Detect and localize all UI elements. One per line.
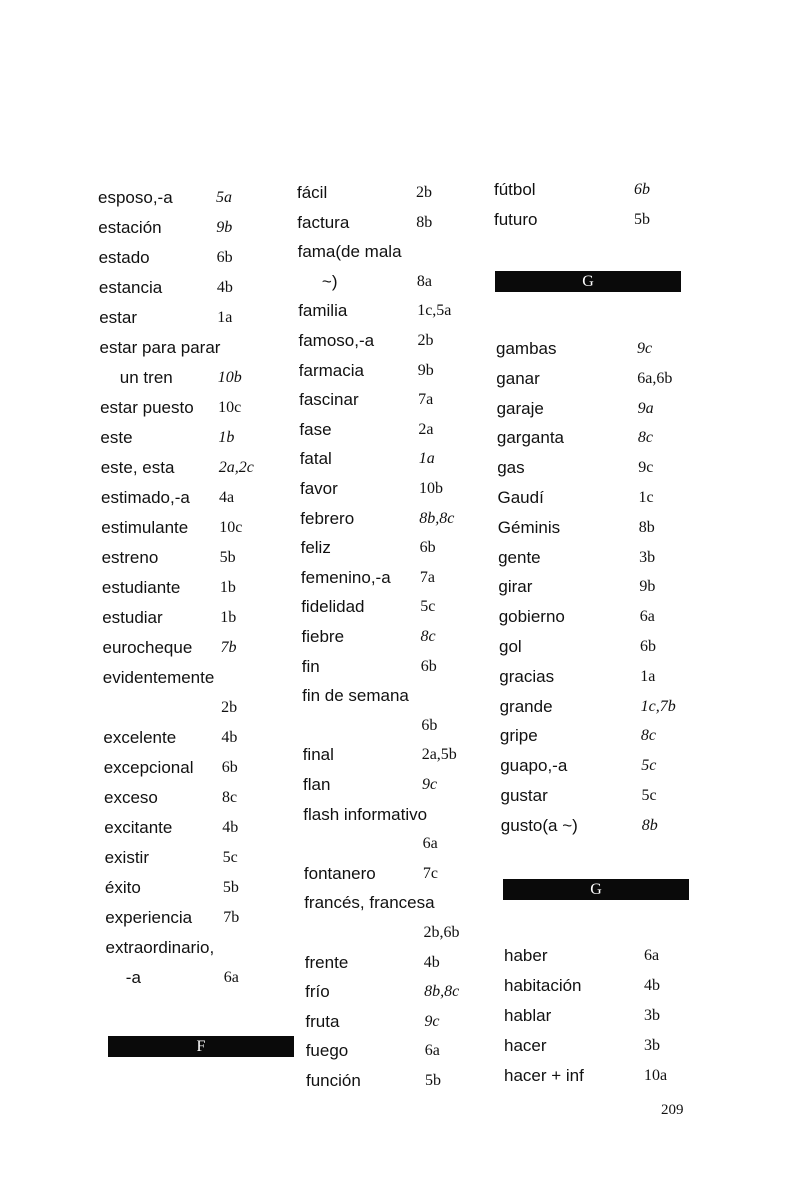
- entry-ref: 2b: [416, 184, 432, 201]
- entry-word: final: [302, 745, 334, 765]
- entry-word: fase: [299, 419, 332, 439]
- entry-word: gas: [497, 458, 525, 478]
- entry-word: existir: [104, 848, 149, 867]
- entry-word: exceso: [104, 788, 158, 807]
- entry-word: girar: [498, 577, 533, 597]
- entry-ref: 5c: [222, 849, 238, 866]
- entry-ref: 6a,6b: [637, 369, 673, 387]
- entry-word: familia: [298, 301, 348, 321]
- entry-word: extraordinario,: [105, 938, 215, 957]
- entry-word: este, esta: [100, 458, 175, 477]
- entry-ref: 6b: [634, 181, 650, 198]
- entry-word: Géminis: [497, 517, 561, 537]
- entry-word: estreno: [101, 548, 159, 567]
- entry-ref: 10b: [217, 369, 242, 386]
- entry-word: flan: [303, 775, 331, 794]
- entry-word: factura: [297, 212, 350, 232]
- entry-ref: 5b: [425, 1072, 441, 1089]
- entry-word: fontanero: [303, 863, 376, 883]
- entry-word: excelente: [103, 728, 177, 747]
- entry-word: flash informativo: [303, 804, 428, 824]
- entry-ref: 9c: [424, 1012, 440, 1030]
- entry-ref: 10c: [218, 399, 242, 416]
- entry-word: gripe: [499, 726, 538, 746]
- entry-ref: 1c,5a: [417, 302, 452, 320]
- entry-word: femenino,-a: [300, 567, 391, 587]
- entry-ref: 1a: [640, 667, 656, 685]
- entry-ref: 4b: [216, 279, 233, 296]
- entry-ref: 1b: [218, 429, 235, 446]
- entry-ref: 9c: [638, 459, 654, 477]
- entry-ref: 1b: [220, 609, 237, 626]
- entry-ref: 5c: [641, 757, 657, 775]
- entry-ref: 2a: [418, 420, 434, 438]
- entry-ref: 4a: [219, 489, 235, 506]
- entry-word: estimulante: [101, 518, 189, 537]
- entry-ref: 5c: [420, 598, 436, 616]
- entry-word: excitante: [104, 818, 173, 837]
- entry-word: futuro: [494, 210, 538, 229]
- entry-word: frente: [304, 952, 349, 972]
- entry-word: fama(de mala: [297, 242, 402, 262]
- entry-ref: 7a: [418, 391, 434, 409]
- entry-ref: 8c: [640, 727, 656, 745]
- entry-word: un tren: [119, 368, 173, 387]
- entry-word: estudiante: [101, 578, 181, 597]
- entry-ref: 8c: [222, 789, 238, 806]
- entry-word: gol: [499, 637, 522, 656]
- entry-word: fascinar: [299, 390, 359, 410]
- page-number: 209: [661, 1102, 684, 1118]
- entry-word: Gaudí: [497, 488, 544, 507]
- entry-word: farmacia: [298, 360, 364, 380]
- entry-ref: 4b: [222, 819, 239, 836]
- entry-word: estancia: [98, 278, 163, 297]
- entry-ref: 2a,2c: [218, 459, 254, 476]
- entry-word: fin de semana: [302, 686, 409, 706]
- entry-word: fatal: [299, 449, 332, 469]
- entry-ref: 5b: [634, 211, 650, 228]
- entry-word: evidentemente: [102, 668, 215, 687]
- entry-ref: 5c: [641, 787, 657, 804]
- entry-word: ~): [321, 271, 338, 291]
- entry-word: fidelidad: [301, 597, 365, 617]
- entry-ref: 6b: [419, 539, 436, 557]
- entry-ref: 3b: [644, 1037, 660, 1054]
- entry-word: hablar: [504, 1006, 552, 1025]
- entry-ref: 1a: [217, 309, 233, 326]
- entry-word: gente: [498, 547, 541, 567]
- entry-ref: 8b: [641, 816, 658, 834]
- entry-ref: 9b: [639, 578, 656, 596]
- entry-ref: 8b: [416, 213, 433, 231]
- entry-ref: 7b: [220, 639, 237, 656]
- entry-word: habitación: [504, 976, 582, 995]
- entry-word: esposo,-a: [98, 188, 173, 207]
- entry-word: guapo,-a: [500, 756, 568, 776]
- entry-word: gambas: [496, 339, 557, 358]
- entry-ref: 6a: [644, 947, 660, 964]
- entry-word: eurocheque: [102, 638, 193, 657]
- section-letter-bar: F: [108, 1036, 294, 1057]
- entry-ref: 5b: [222, 879, 239, 896]
- entry-ref: 7a: [419, 568, 435, 586]
- entry-ref: 8c: [637, 429, 653, 447]
- entry-word: hacer + inf: [504, 1066, 584, 1085]
- entry-word: favor: [300, 479, 338, 498]
- entry-ref: 8b: [638, 518, 655, 536]
- entry-ref: 4b: [423, 953, 440, 971]
- entry-word: fiebre: [301, 627, 345, 646]
- entry-ref: 4b: [221, 729, 238, 746]
- entry-ref: 6b: [640, 638, 656, 655]
- entry-ref: 2b,6b: [423, 924, 460, 941]
- entry-word: ganar: [496, 368, 540, 388]
- entry-word: famoso,-a: [298, 331, 375, 350]
- entry-ref: 9c: [422, 776, 438, 793]
- entry-word: excepcional: [103, 758, 194, 777]
- entry-word: fruta: [305, 1011, 340, 1031]
- entry-word: feliz: [300, 538, 331, 558]
- entry-ref: 9c: [637, 340, 653, 357]
- entry-word: fuego: [305, 1041, 349, 1061]
- entry-word: garaje: [496, 398, 544, 418]
- entry-word: gracias: [499, 666, 555, 686]
- entry-ref: 9a: [637, 399, 654, 417]
- entry-ref: 4b: [644, 977, 660, 994]
- section-letter-bar: G: [495, 271, 681, 292]
- entry-ref: 1a: [418, 450, 435, 468]
- entry-word: gusto(a ~): [500, 815, 578, 835]
- entry-ref: 6a: [422, 835, 438, 853]
- entry-word: febrero: [300, 508, 355, 528]
- entry-ref: 9b: [216, 219, 233, 236]
- entry-word: experiencia: [105, 908, 193, 927]
- entry-word: hacer: [504, 1036, 547, 1055]
- entry-ref: 2b: [417, 332, 434, 349]
- entry-word: fácil: [297, 183, 328, 202]
- entry-ref: 6a: [424, 1042, 440, 1060]
- entry-ref: 7b: [223, 909, 240, 926]
- entry-ref: 8a: [416, 272, 432, 290]
- section-letter-bar: G: [503, 879, 689, 900]
- entry-ref: 8b,8c: [424, 983, 460, 1001]
- entry-ref: 6b: [216, 249, 233, 266]
- entry-ref: 2b: [221, 699, 238, 716]
- entry-ref: 10c: [219, 519, 243, 536]
- entry-ref: 3b: [639, 548, 656, 566]
- entry-ref: 2a,5b: [421, 746, 457, 764]
- entry-ref: 5a: [216, 189, 232, 206]
- entry-ref: 1b: [219, 579, 236, 596]
- entry-ref: 6b: [420, 657, 437, 675]
- entry-ref: 10b: [419, 480, 443, 497]
- entry-word: estación: [98, 218, 162, 237]
- entry-ref: 6a: [639, 608, 655, 626]
- entry-word: garganta: [496, 428, 565, 448]
- entry-word: frío: [305, 982, 330, 1002]
- entry-word: estimado,-a: [101, 488, 190, 507]
- entry-word: este: [100, 428, 133, 447]
- entry-ref: 8c: [420, 628, 436, 645]
- entry-word: -a: [125, 968, 141, 987]
- entry-ref: 1c: [638, 489, 654, 506]
- entry-ref: 9b: [417, 361, 434, 379]
- entry-ref: 1c,7b: [640, 697, 676, 715]
- entry-word: fútbol: [494, 180, 536, 199]
- entry-word: fin: [301, 656, 320, 676]
- entry-word: estar para parar: [99, 338, 221, 357]
- entry-word: estudiar: [102, 608, 163, 627]
- entry-ref: 5b: [219, 549, 236, 566]
- entry-word: éxito: [104, 878, 141, 897]
- entry-ref: 7c: [422, 864, 438, 882]
- entry-word: gobierno: [498, 607, 565, 627]
- entry-word: francés, francesa: [304, 893, 435, 913]
- entry-word: grande: [499, 696, 553, 716]
- entry-ref: 6a: [223, 969, 239, 986]
- entry-ref: 6b: [421, 716, 438, 734]
- entry-ref: 6b: [221, 759, 238, 776]
- entry-ref: 10a: [644, 1067, 668, 1084]
- entry-ref: 3b: [644, 1007, 660, 1024]
- entry-word: gustar: [500, 786, 548, 805]
- entry-word: función: [306, 1071, 361, 1090]
- entry-word: estar puesto: [100, 398, 194, 417]
- entry-word: haber: [504, 946, 548, 965]
- entry-word: estado: [98, 248, 150, 267]
- entry-ref: 8b,8c: [419, 509, 455, 527]
- entry-word: estar: [99, 308, 137, 327]
